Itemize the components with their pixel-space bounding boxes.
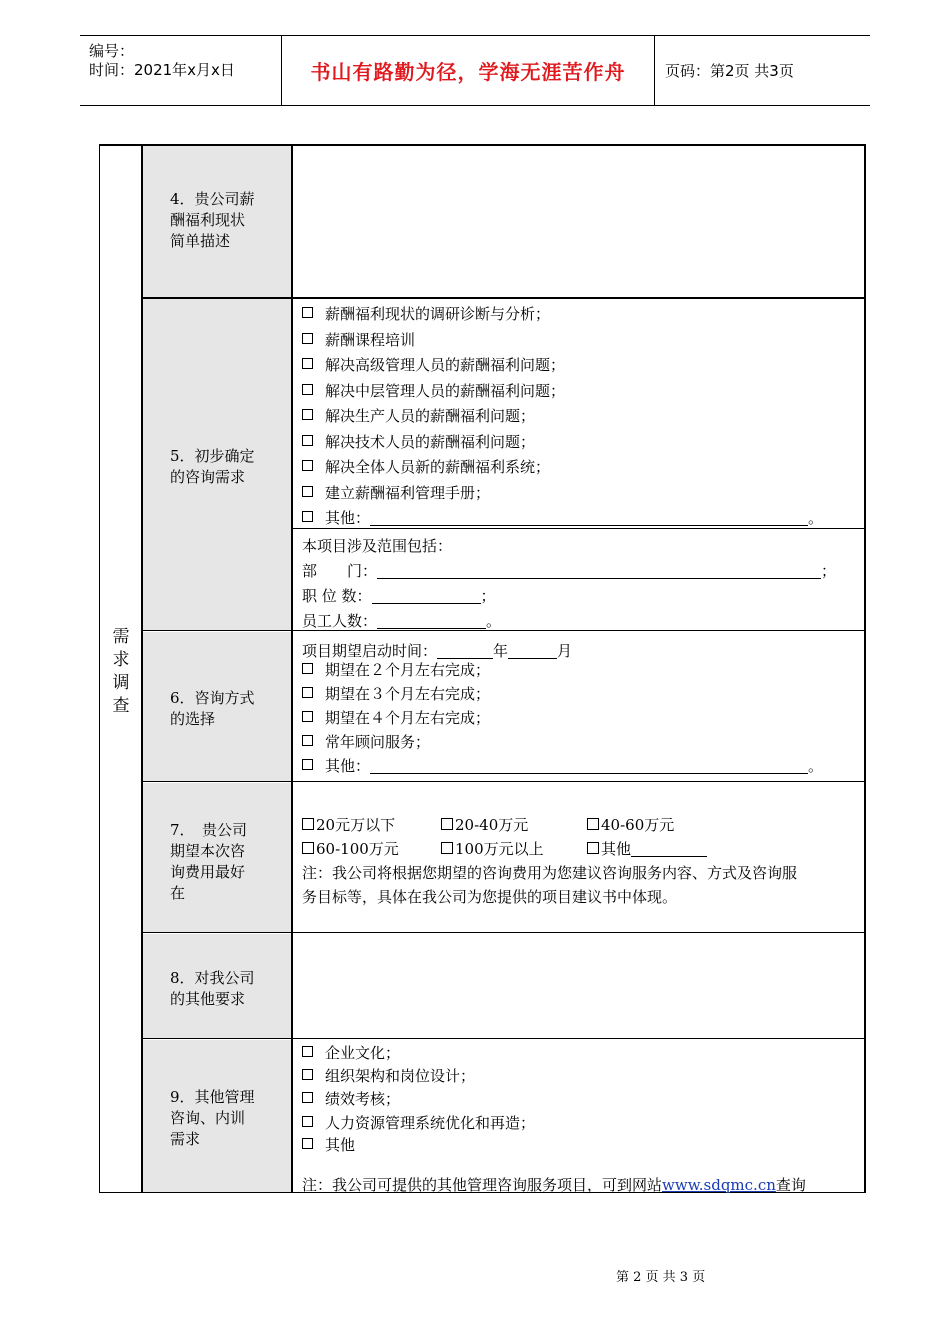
- option-row[interactable]: 人力资源管理系统优化和再造；: [302, 1112, 535, 1133]
- checkbox-icon[interactable]: [302, 818, 314, 830]
- option-row[interactable]: 期望在３个月左右完成；: [302, 683, 490, 704]
- section-8-label: 8．对我公司 的其他要求: [170, 969, 255, 1008]
- option-row[interactable]: 组织架构和岗位设计；: [302, 1065, 475, 1086]
- checkbox-icon[interactable]: [302, 333, 313, 344]
- side-label: 需 求 调 查: [112, 627, 130, 716]
- checkbox-icon[interactable]: [302, 1046, 313, 1057]
- staff-row: 员工人数： 。: [302, 612, 502, 630]
- dept-row: 部 门： ；: [302, 562, 837, 580]
- option-other-row[interactable]: 其他： 。: [302, 755, 823, 776]
- other-requirements-field[interactable]: [294, 934, 863, 1037]
- option-row[interactable]: 解决高级管理人员的薪酬福利问题；: [302, 354, 565, 375]
- dept-input[interactable]: [377, 564, 821, 579]
- year-input[interactable]: [437, 644, 493, 659]
- option-row[interactable]: 建立薪酬福利管理手册；: [302, 482, 490, 503]
- header-page-cell: [655, 36, 870, 105]
- start-time-row: 项目期望启动时间： 年 月: [302, 642, 573, 660]
- fee-row-1: 20元万以下 20-40万元 40-60万元: [302, 814, 674, 835]
- section-7-label: 7． 贵公司 期望本次咨 询费用最好 在: [170, 821, 248, 902]
- page-header: [80, 35, 870, 106]
- header-meta-cell: [80, 36, 282, 105]
- other-input[interactable]: [370, 511, 808, 526]
- option-other-row[interactable]: 其他： 。: [302, 507, 823, 528]
- checkbox-icon[interactable]: [302, 460, 313, 471]
- checkbox-icon[interactable]: [302, 759, 313, 770]
- option-row[interactable]: 薪酬课程培训: [302, 329, 415, 350]
- option-row[interactable]: 常年顾问服务；: [302, 731, 430, 752]
- checkbox-icon[interactable]: [302, 409, 313, 420]
- checkbox-icon[interactable]: [587, 818, 599, 830]
- fee-row-2: 60-100万元 100万元以上 其他: [302, 838, 707, 859]
- checkbox-icon[interactable]: [302, 511, 313, 522]
- section-6-label: 6．咨询方式 的选择: [170, 689, 255, 728]
- checkbox-icon[interactable]: [302, 435, 313, 446]
- checkbox-icon[interactable]: [302, 1138, 313, 1149]
- option-row[interactable]: 解决中层管理人员的薪酬福利问题；: [302, 380, 565, 401]
- month-input[interactable]: [508, 644, 557, 659]
- checkbox-icon[interactable]: [302, 687, 313, 698]
- option-row[interactable]: 期望在４个月左右完成；: [302, 707, 490, 728]
- fee-note-2: 务目标等，具体在我公司为您提供的项目建议书中体现。: [302, 888, 678, 906]
- motto: 书山有路勤为径，学海无涯苦作舟: [310, 60, 626, 84]
- time-label: 时间：2021年x月x日: [89, 61, 235, 79]
- option-row[interactable]: 解决生产人员的薪酬福利问题；: [302, 405, 535, 426]
- page-info: 页码：第2页 共3页: [665, 62, 794, 80]
- checkbox-icon[interactable]: [302, 842, 314, 854]
- option-row[interactable]: 解决全体人员新的薪酬福利系统；: [302, 456, 550, 477]
- checkbox-icon[interactable]: [587, 842, 599, 854]
- section-4-label: 4．贵公司薪 酬福利现状 简单描述: [170, 190, 255, 250]
- page-footer: 第 2 页 共 3 页: [616, 1270, 706, 1285]
- option-row[interactable]: 企业文化；: [302, 1042, 400, 1063]
- section-9-label: 9．其他管理 咨询、内训 需求: [170, 1088, 255, 1148]
- checkbox-icon[interactable]: [302, 486, 313, 497]
- checkbox-icon[interactable]: [302, 384, 313, 395]
- checkbox-icon[interactable]: [302, 307, 313, 318]
- header-motto-cell: [282, 36, 655, 105]
- position-input[interactable]: [372, 589, 481, 604]
- consulting-note: 注：我公司可提供的其他管理咨询服务项目，可到网站www.sdqmc.cn查询: [302, 1176, 806, 1194]
- option-row[interactable]: 期望在２个月左右完成；: [302, 659, 490, 680]
- checkbox-icon[interactable]: [302, 358, 313, 369]
- website-link[interactable]: www.sdqmc.cn: [662, 1176, 776, 1194]
- option-row[interactable]: 其他: [302, 1134, 355, 1155]
- scope-title: 本项目涉及范围包括：: [302, 537, 453, 555]
- number-label: 编号：: [89, 42, 135, 60]
- other-fee-input[interactable]: [631, 842, 707, 857]
- salary-status-field[interactable]: [294, 147, 863, 296]
- fee-note-1: 注：我公司将根据您期望的咨询费用为您建议咨询服务内容、方式及咨询服: [302, 864, 798, 882]
- position-row: 职 位 数： ；: [302, 587, 496, 605]
- checkbox-icon[interactable]: [302, 1069, 313, 1080]
- checkbox-icon[interactable]: [302, 735, 313, 746]
- option-row[interactable]: 解决技术人员的薪酬福利问题；: [302, 431, 535, 452]
- checkbox-icon[interactable]: [441, 818, 453, 830]
- checkbox-icon[interactable]: [302, 663, 313, 674]
- checkbox-icon[interactable]: [302, 711, 313, 722]
- checkbox-icon[interactable]: [441, 842, 453, 854]
- staff-input[interactable]: [377, 614, 486, 629]
- option-row[interactable]: 薪酬福利现状的调研诊断与分析；: [302, 303, 550, 324]
- other-input[interactable]: [370, 759, 808, 774]
- section-5-label: 5．初步确定 的咨询需求: [170, 447, 255, 486]
- checkbox-icon[interactable]: [302, 1116, 313, 1127]
- option-row[interactable]: 绩效考核；: [302, 1088, 400, 1109]
- checkbox-icon[interactable]: [302, 1092, 313, 1103]
